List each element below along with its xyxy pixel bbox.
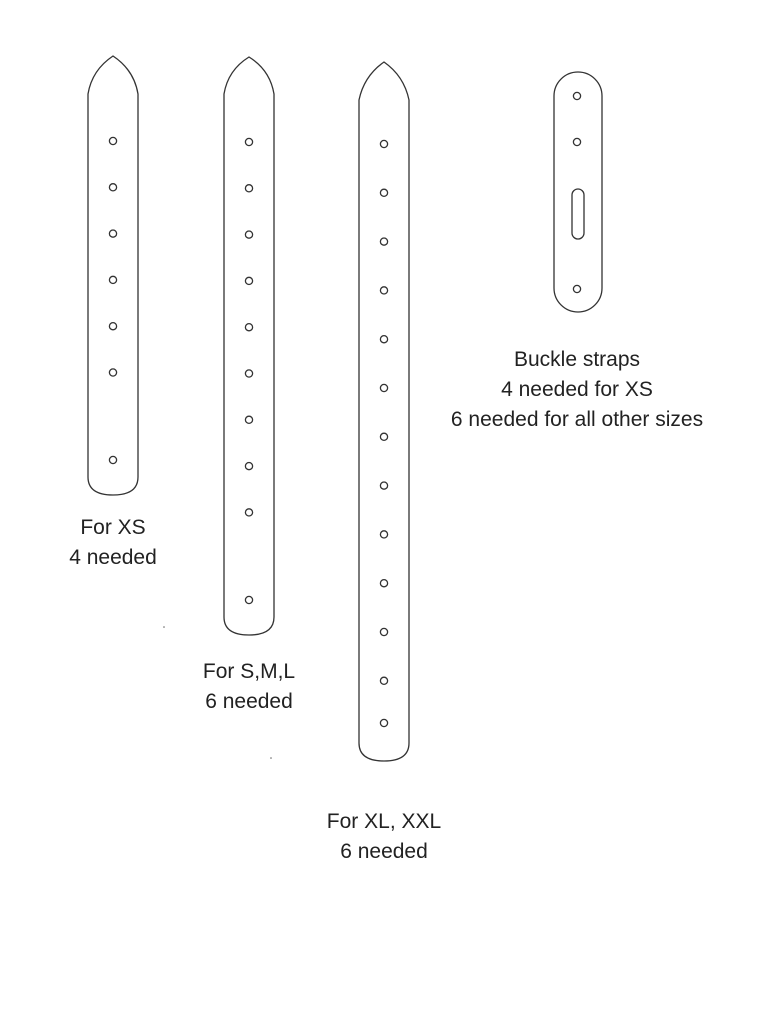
punch-hole (245, 231, 252, 238)
punch-hole (245, 509, 252, 516)
punch-hole (380, 580, 387, 587)
punch-hole (380, 189, 387, 196)
strap-xl (359, 62, 409, 761)
label-buckle-title: Buckle straps (513, 348, 641, 371)
buckle-slot (572, 189, 584, 239)
label-xs (69, 513, 157, 573)
punch-hole (573, 92, 580, 99)
speck (270, 757, 272, 759)
punch-hole (109, 230, 116, 237)
label-sml-size: For S,M,L (202, 660, 296, 683)
label-sml-count: 6 needed (205, 690, 293, 713)
label-xs-size: For XS (80, 516, 146, 539)
punch-hole (245, 185, 252, 192)
punch-hole (109, 184, 116, 191)
strap-xs (88, 56, 138, 495)
label-buckle-count-other: 6 needed for all other sizes (450, 408, 704, 431)
label-sml (203, 657, 295, 717)
punch-hole (245, 277, 252, 284)
punch-hole (380, 287, 387, 294)
punch-hole (245, 370, 252, 377)
punch-hole (380, 677, 387, 684)
punch-hole (380, 384, 387, 391)
buckle-strap-holes (573, 92, 580, 292)
punch-hole (573, 138, 580, 145)
punch-hole (380, 531, 387, 538)
punch-hole (109, 137, 116, 144)
punch-hole (380, 238, 387, 245)
punch-hole (245, 463, 252, 470)
strap-sml-outline (224, 57, 274, 635)
label-xl-count: 6 needed (340, 840, 428, 863)
buckle-strap (554, 72, 602, 312)
strap-sml (224, 57, 274, 635)
strap-xs-holes (109, 137, 116, 463)
buckle-strap-outline (554, 72, 602, 312)
punch-hole (109, 276, 116, 283)
label-buckle-count-xs: 4 needed for XS (501, 378, 653, 401)
strap-xs-outline (88, 56, 138, 495)
punch-hole (109, 323, 116, 330)
strap-xl-outline (359, 62, 409, 761)
punch-hole (380, 140, 387, 147)
label-xl (327, 807, 441, 867)
punch-hole (245, 416, 252, 423)
punch-hole (245, 324, 252, 331)
label-buckle (451, 345, 703, 435)
punch-hole (380, 628, 387, 635)
speck (163, 626, 165, 628)
punch-hole (109, 369, 116, 376)
punch-hole (380, 482, 387, 489)
punch-hole (245, 596, 252, 603)
punch-hole (380, 719, 387, 726)
strap-sml-holes (245, 138, 252, 603)
punch-hole (380, 433, 387, 440)
strap-xl-holes (380, 140, 387, 726)
punch-hole (245, 138, 252, 145)
label-xs-count: 4 needed (69, 546, 157, 569)
punch-hole (573, 285, 580, 292)
label-xl-size: For XL, XXL (326, 810, 442, 833)
punch-hole (380, 336, 387, 343)
punch-hole (109, 456, 116, 463)
